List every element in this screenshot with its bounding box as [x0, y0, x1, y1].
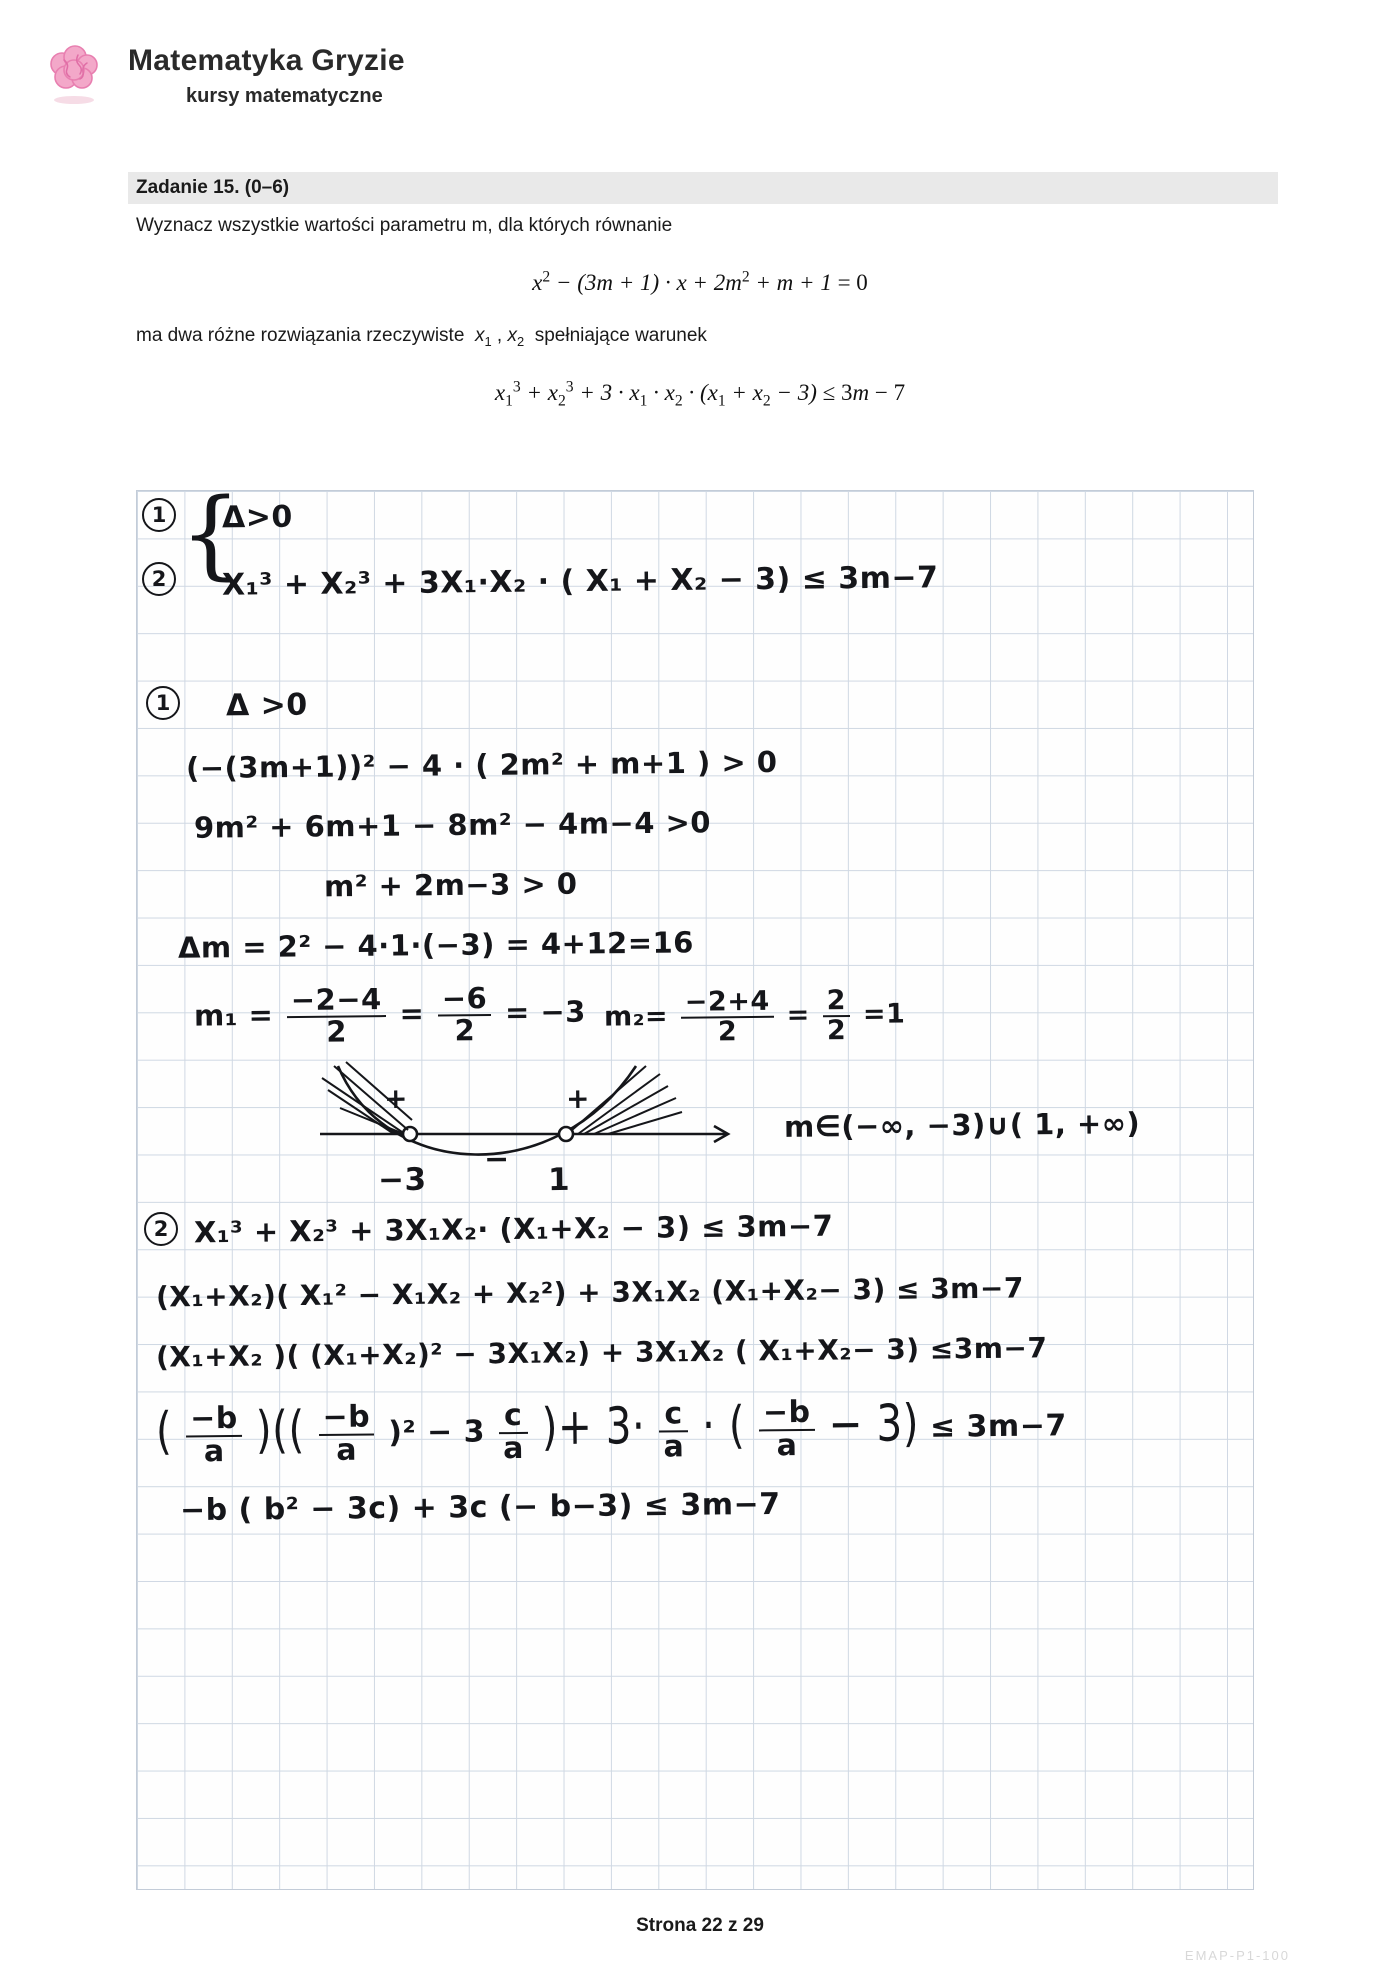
- root-m1: [193, 980, 587, 1049]
- part1-title: Δ >0: [225, 687, 308, 724]
- brand-subtitle: kursy matematyczne: [186, 85, 383, 107]
- page-footer: Strona 22 z 29: [636, 1915, 764, 1936]
- part2-line-5: −b ( b² − 3c) + 3c (− b−3) ≤ 3m−7: [179, 1486, 781, 1529]
- task-line-2: ma dwa różne rozwiązania rzeczywiste $x_1$ , $x_2$ spełniające warunek: [136, 325, 707, 349]
- sign-minus-middle: −: [483, 1141, 510, 1178]
- dot-paren-open: · (: [701, 1394, 746, 1456]
- part2-line-1: X₁³ + X₂³ + 3X₁X₂· (X₁+X₂ − 3) ≤ 3m−7: [193, 1208, 834, 1250]
- sign-plus-right: +: [565, 1081, 591, 1116]
- root-label-minus3: −3: [377, 1161, 427, 1199]
- part2-line-3: (X₁+X₂ )( (X₁+X₂)² − 3X₁X₂) + 3X₁X₂ ( X₁+X₂− 3) ≤3m−7: [155, 1331, 1048, 1374]
- frac-minus-b-over-a-3: $\frac{-b}{a}$: [759, 1398, 815, 1462]
- root-m2-equals: =: [786, 999, 811, 1031]
- system-condition-1: Δ>0: [221, 499, 293, 536]
- root-label-1: 1: [547, 1161, 571, 1199]
- part1-line-4: Δm = 2² − 4·1·(−3) = 4+12=16: [177, 925, 695, 965]
- squared-minus-three: )² − 3: [388, 1414, 486, 1451]
- minus-three-paren-close: − 3): [828, 1392, 920, 1454]
- task-equation-condition: $x_1^3 + x_2^3 + 3 \cdot x_1 \cdot x_2 \cdot (x_1 + x_2 - 3) \le 3m - 7$: [494, 378, 906, 410]
- step-number-2b: 2: [144, 1212, 178, 1246]
- system-brace: {: [180, 478, 242, 590]
- root-m2-fraction-1: $\frac{-2+4}{2}$: [681, 988, 774, 1046]
- root-m1-fraction-2: $\frac{-6}{2}$: [438, 984, 492, 1046]
- root-m2-result: =1: [862, 998, 906, 1030]
- paren-open-1: (: [155, 1400, 173, 1461]
- root-m1-fraction-1: $\frac{-2-4}{2}$: [287, 985, 387, 1047]
- frac-c-over-a-2: $\frac{c}{a}$: [659, 1399, 688, 1462]
- task-equation-main: $x^2 - (3m + 1) \cdot x + 2m^2 + m + 1 = 0$: [532, 268, 868, 295]
- task-header-bar: [128, 172, 1278, 204]
- step-number-2a: 2: [142, 562, 176, 596]
- part1-answer: m∈(−∞, −3)∪( 1, +∞): [783, 1106, 1141, 1144]
- system-condition-2: X₁³ + X₂³ + 3X₁·X₂ · ( X₁ + X₂ − 3) ≤ 3m−7: [221, 560, 939, 603]
- part1-line-3: m² + 2m−3 > 0: [323, 866, 578, 904]
- root-m1-result: = −3: [504, 994, 587, 1030]
- frac-minus-b-over-a-2: $\frac{-b}{a}$: [318, 1402, 374, 1466]
- footer-code: EMAP-P1-100: [1184, 1948, 1290, 1963]
- paren-close-plus-3: )+ 3·: [541, 1395, 646, 1457]
- part2-line-2: (X₁+X₂)( X₁² − X₁X₂ + X₂²) + 3X₁X₂ (X₁+X₂− 3) ≤ 3m−7: [155, 1271, 1025, 1314]
- task-header-label: Zadanie 15. (0–6): [136, 177, 290, 198]
- root-m1-label: m₁ =: [193, 997, 274, 1033]
- part2-line-4: [155, 1392, 1067, 1469]
- root-m2-label: m₂=: [603, 1000, 669, 1033]
- step-number-1a: 1: [142, 498, 176, 532]
- part1-line-2: 9m² + 6m+1 − 8m² − 4m−4 >0: [193, 805, 712, 845]
- frac-c-over-a-1: $\frac{c}{a}$: [499, 1401, 528, 1464]
- step-number-1b: 1: [146, 686, 180, 720]
- root-m2-fraction-2: $\frac{2}{2}$: [822, 987, 850, 1044]
- frac-minus-b-over-a-1: $\frac{-b}{a}$: [186, 1404, 242, 1468]
- brand-title: Matematyka Gryzie: [128, 44, 405, 77]
- brand-header: [42, 38, 405, 108]
- sign-plus-left: +: [383, 1081, 409, 1116]
- part1-line-1: (−(3m+1))² − 4 · ( 2m² + m+1 ) > 0: [185, 744, 778, 786]
- paren-group-1: )((: [255, 1399, 306, 1460]
- brand-text-block: [128, 38, 405, 108]
- part2-line4-rhs: ≤ 3m−7: [929, 1408, 1067, 1445]
- root-m2: [604, 986, 906, 1046]
- brain-icon: [42, 42, 106, 106]
- root-m1-equals: =: [399, 996, 425, 1031]
- handwritten-solution: [136, 478, 1254, 1890]
- task-line-1: Wyznacz wszystkie wartości parametru m, dla których równanie: [136, 215, 673, 236]
